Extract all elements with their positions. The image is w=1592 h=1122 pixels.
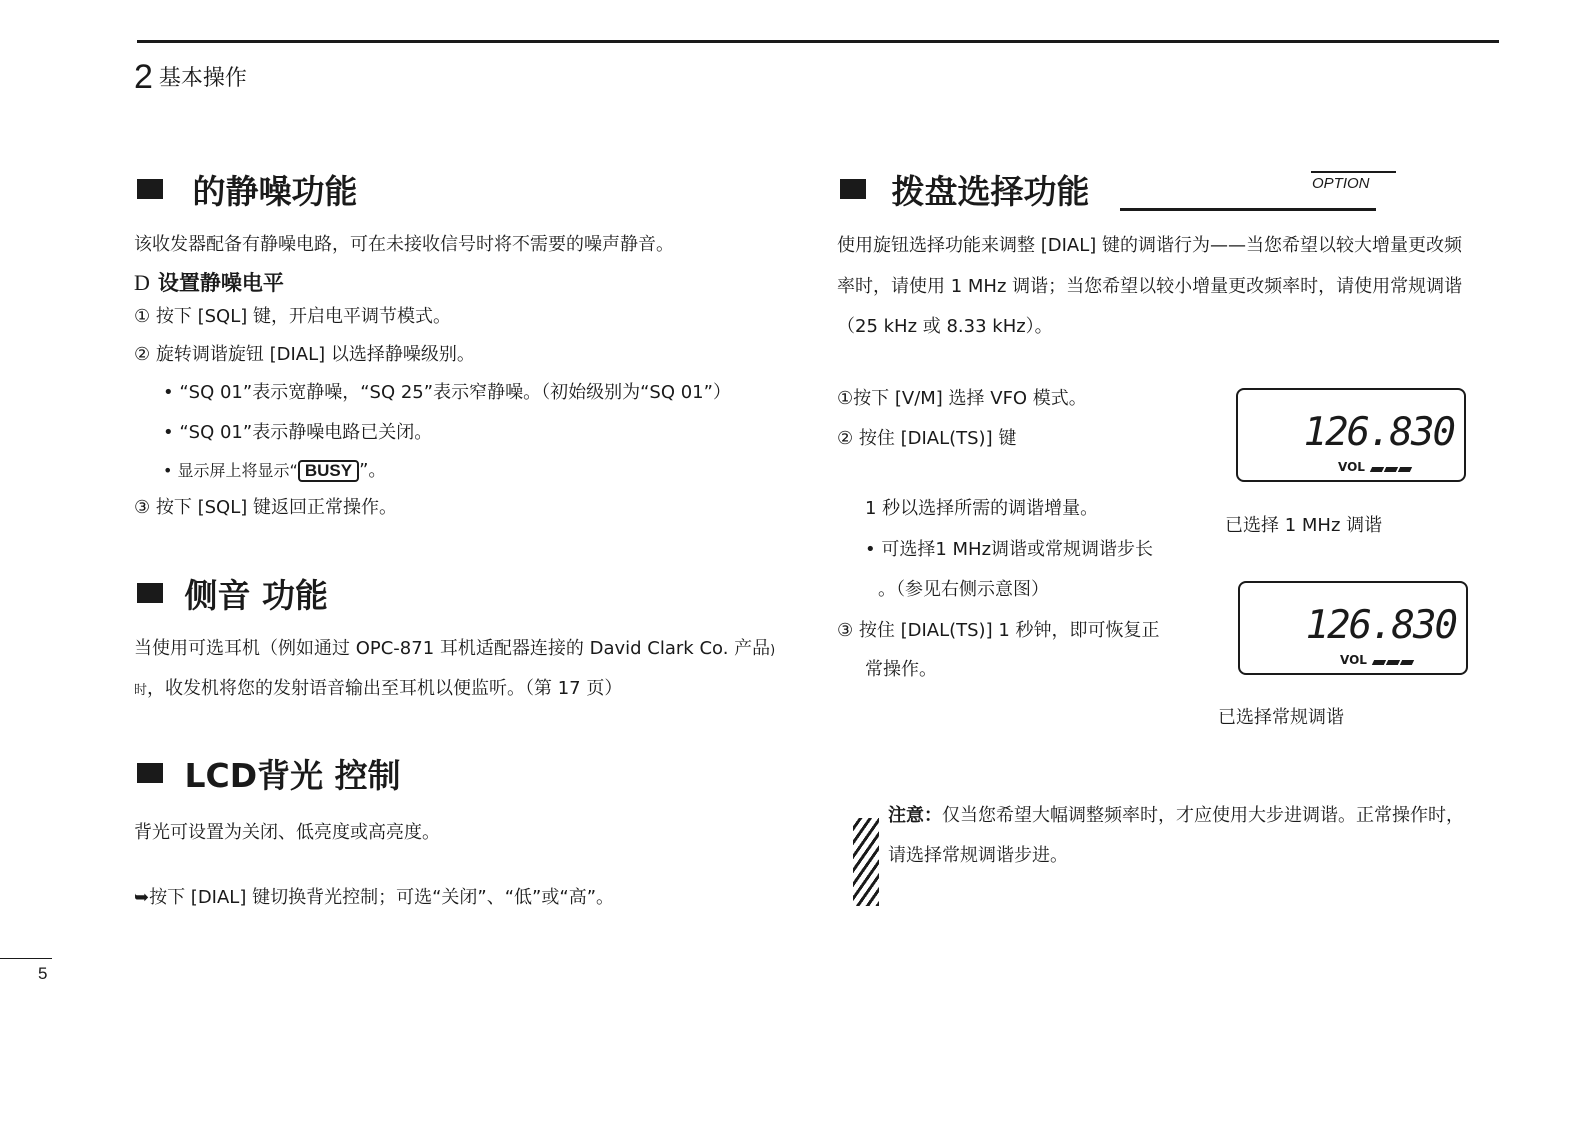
lcd-display-normal xyxy=(1238,581,1468,675)
square-bullet-icon xyxy=(137,583,163,603)
note-hatch-icon xyxy=(853,818,879,906)
top-rule xyxy=(137,40,1499,43)
vol-label: VOL xyxy=(1338,460,1365,474)
lcd-display-1mhz xyxy=(1236,388,1466,482)
subheading-marker: D xyxy=(134,270,150,295)
busy-indicator: BUSY xyxy=(298,460,359,482)
sidetone-line-1 xyxy=(134,638,775,662)
backlight-line-1: 背光可设置为关闭、低亮度或高亮度。 xyxy=(134,822,440,843)
note-line-2: 请选择常规调谐步进。 xyxy=(888,845,1068,866)
chapter-heading xyxy=(134,58,247,97)
dial-title: 拨盘选择功能 xyxy=(891,172,1090,211)
squelch-step-2: ② 旋转调谐旋钮 [DIAL] 以选择静噪级别。 xyxy=(134,344,475,365)
subheading-title: 设置静噪电平 xyxy=(157,271,284,295)
lcd-volume xyxy=(1338,460,1413,475)
dial-para-line-2: 率时，请使用 1 MHz 调谐；当您希望以较小增量更改频率时，请使用常规调谐 xyxy=(837,276,1463,297)
dial-bullet-1-cont: 。（参见右侧示意图） xyxy=(878,579,1049,600)
note-line-1 xyxy=(888,805,1464,827)
dial-bullet-1: • 可选择1 MHz调谐或常规调谐步长 xyxy=(865,539,1154,560)
chapter-title: 基本操作 xyxy=(158,66,247,91)
backlight-title: LCD背光 控制 xyxy=(184,756,401,795)
option-label: OPTION xyxy=(1312,175,1370,192)
dial-step-1: ①按下 [V/M] 选择 VFO 模式。 xyxy=(837,388,1087,409)
squelch-title: 的静噪功能 xyxy=(192,172,358,211)
backlight-heading xyxy=(137,750,401,797)
sidetone-line-1-paren: ) xyxy=(770,643,776,658)
page-number: 5 xyxy=(38,964,48,983)
square-bullet-icon xyxy=(137,763,163,783)
sidetone-heading xyxy=(137,570,328,617)
sidetone-line-2-small: 时 xyxy=(134,683,148,698)
sidetone-line-1-text: 当使用可选耳机（例如通过 OPC-871 耳机适配器连接的 David Clark Co. 产品 xyxy=(134,638,771,659)
dial-step-2-cont: 1 秒以选择所需的调谐增量。 xyxy=(865,498,1099,519)
sidetone-line-2-text: ，收发机将您的发射语音输出至耳机以便监听。（第 17 页） xyxy=(147,678,623,699)
lcd-volume xyxy=(1340,653,1415,668)
lcd-frequency: 126.830 xyxy=(1303,410,1454,455)
lcd-frequency: 126.830 xyxy=(1305,603,1456,648)
dial-step-3: ③ 按住 [DIAL(TS)] 1 秒钟，即可恢复正 xyxy=(837,620,1160,641)
squelch-subheading xyxy=(134,267,284,297)
dial-step-3-cont: 常操作。 xyxy=(865,659,937,680)
squelch-bullet-2: • “SQ 01”表示静噪电路已关闭。 xyxy=(163,422,433,443)
dial-step-2: ② 按住 [DIAL(TS)] 键 xyxy=(837,428,1017,449)
sidetone-line-2 xyxy=(134,678,622,702)
note-line-1-text: 仅当您希望大幅调整频率时，才应使用大步进调谐。正常操作时， xyxy=(942,805,1464,826)
dial-para-line-3: （25 kHz 或 8.33 kHz）。 xyxy=(837,316,1053,337)
caption-1mhz: 已选择 1 MHz 调谐 xyxy=(1225,515,1383,536)
squelch-bullet-3 xyxy=(163,460,386,482)
vol-label: VOL xyxy=(1340,653,1367,667)
heading-underline xyxy=(1120,208,1376,211)
volume-bars-icon xyxy=(1373,654,1415,668)
square-bullet-icon xyxy=(137,179,163,199)
squelch-heading xyxy=(137,166,358,213)
sidetone-title: 侧音 功能 xyxy=(184,576,328,615)
dial-heading xyxy=(840,166,1090,213)
bullet-3-prefix: • 显示屏上将显示“ xyxy=(163,461,298,480)
note-label: 注意： xyxy=(888,805,942,826)
chapter-number: 2 xyxy=(134,58,153,96)
caption-normal: 已选择常规调谐 xyxy=(1218,707,1344,728)
squelch-bullet-1: • “SQ 01”表示宽静噪，“SQ 25”表示窄静噪。（初始级别为“SQ 01”） xyxy=(163,382,731,403)
backlight-line-2: ➥按下 [DIAL] 键切换背光控制；可选“关闭”、“低”或“高”。 xyxy=(134,887,615,908)
option-rule-top xyxy=(1311,171,1396,173)
page-number-rule xyxy=(0,958,52,959)
dial-para-line-1: 使用旋钮选择功能来调整 [DIAL] 键的调谐行为——当您希望以较大增量更改频 xyxy=(837,235,1462,256)
volume-bars-icon xyxy=(1371,461,1413,475)
bullet-3-suffix: ”。 xyxy=(359,460,387,481)
square-bullet-icon xyxy=(840,179,866,199)
squelch-intro: 该收发器配备有静噪电路，可在未接收信号时将不需要的噪声静音。 xyxy=(134,234,674,255)
squelch-step-3: ③ 按下 [SQL] 键返回正常操作。 xyxy=(134,497,397,518)
squelch-step-1: ① 按下 [SQL] 键，开启电平调节模式。 xyxy=(134,306,451,327)
